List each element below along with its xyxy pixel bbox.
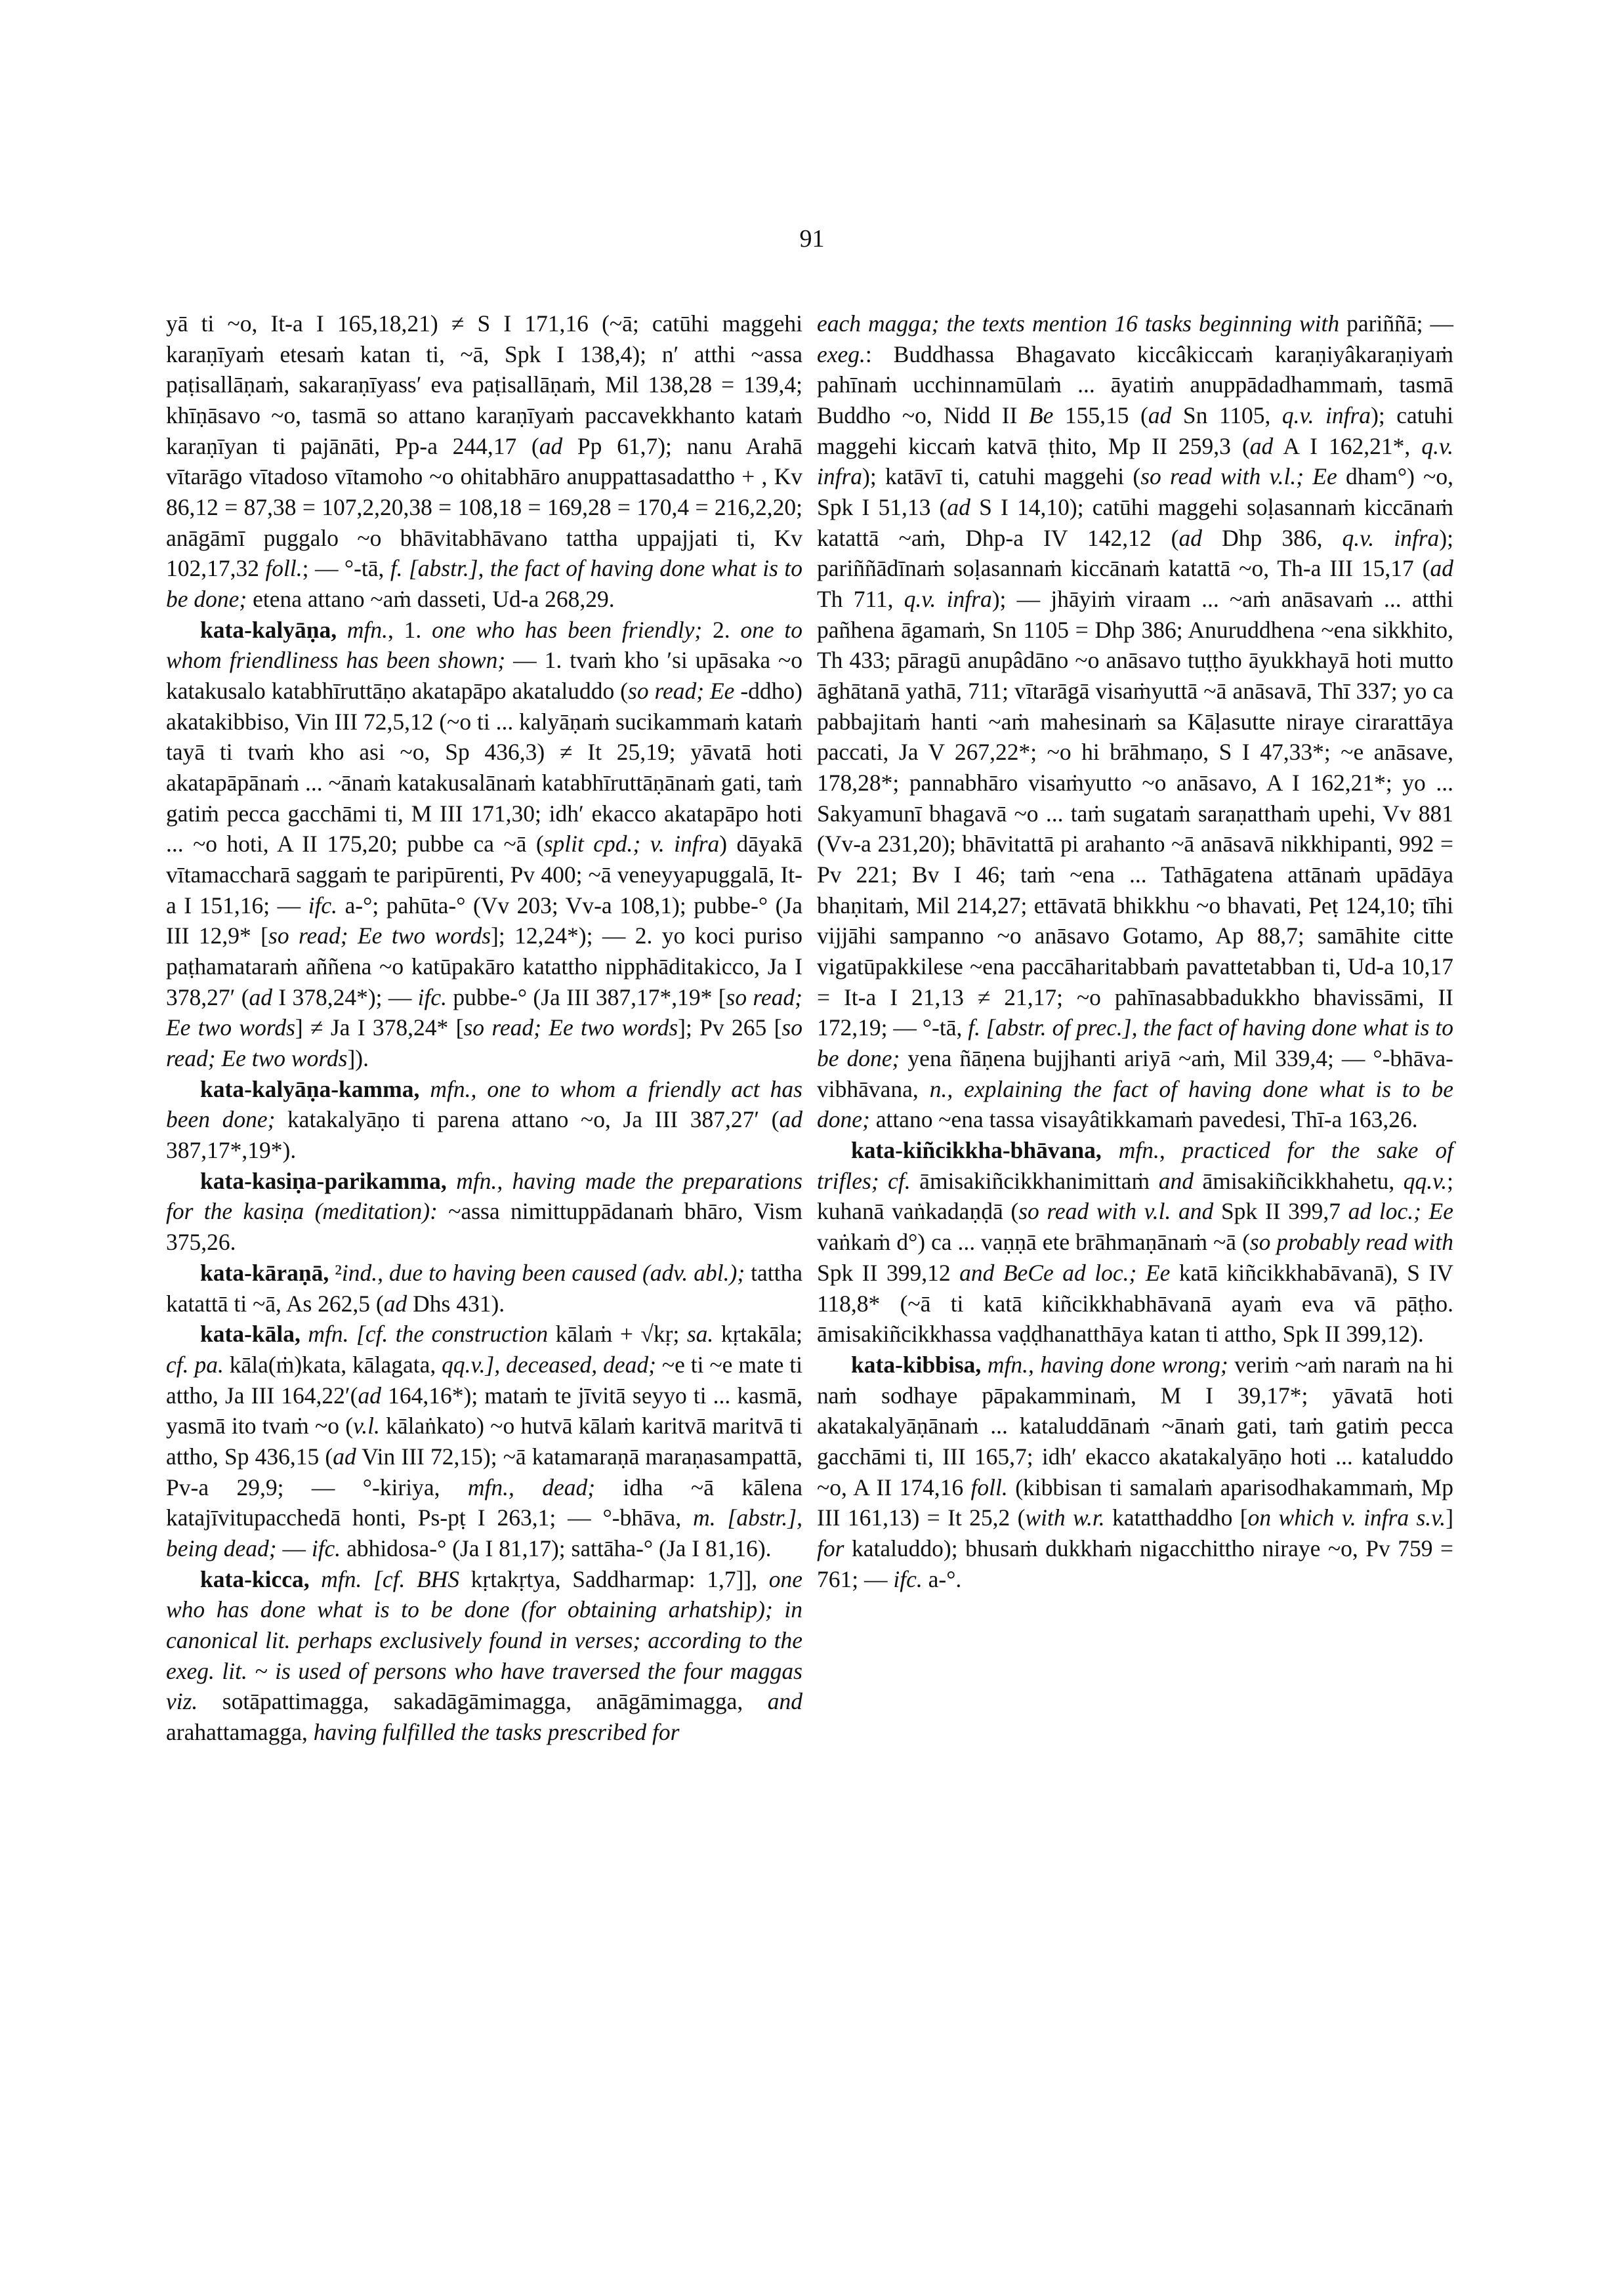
- entry-gloss: ad: [1430, 555, 1453, 582]
- entry-gloss: ad: [249, 983, 273, 1010]
- entry-text: ]).: [347, 1045, 369, 1072]
- entry-gloss: q.v. infra: [1281, 402, 1371, 429]
- dictionary-entry: [817, 1135, 1453, 1350]
- entry-gloss: ifc.: [893, 1565, 923, 1592]
- entry-text: ~e ti ~e mate ti attho, Ja III 164,22′(: [166, 1351, 803, 1409]
- entry-text: attano ~ena tassa visayâtikkamaṁ pavedesi, Thī-a 163,26.: [869, 1106, 1418, 1133]
- entry-text: kālaṁ + √kṛ;: [548, 1321, 687, 1348]
- entry-gloss: foll.: [970, 1474, 1008, 1500]
- dictionary-entry: [166, 308, 802, 615]
- entry-text: ; — °-tā,: [302, 555, 390, 582]
- entry-gloss: ad: [383, 1290, 407, 1317]
- entry-gloss: one who has done what is to be done (for obtaining arhatship); in canonical lit. perhaps exclusively found in verses; according to the exeg. lit. ~ is used of persons who have traversed the four maggas viz.: [166, 1565, 803, 1715]
- page-number: 91: [799, 225, 825, 253]
- entry-gloss: ad: [539, 432, 563, 459]
- entry-gloss: ad: [1249, 432, 1274, 459]
- entry-gloss: ad: [358, 1382, 381, 1409]
- entry-gloss: ad: [779, 1106, 803, 1133]
- entry-text: a-°; pahūta-° (Vv 203; Vv-a 108,1); pubbe-° (Ja III 12,9* [: [166, 892, 802, 949]
- entry-gloss: mfn. [cf. the construction: [308, 1321, 549, 1348]
- entry-gloss: so read; Ee two words: [268, 922, 491, 949]
- entry-text: dham°) ~o, Spk I 51,13 (: [817, 463, 1453, 521]
- entry-text: A I 162,21*,: [1273, 432, 1422, 459]
- entry-gloss: v.l.: [353, 1413, 380, 1439]
- dictionary-entry: [817, 308, 1453, 1135]
- entry-text: Spk II 399,12: [817, 1259, 960, 1286]
- entry-gloss: exeg.: [817, 341, 865, 367]
- entry-gloss: qq.v.: [1403, 1167, 1447, 1194]
- entry-text: ); pariññādīnaṁ soḷasannaṁ kiccānaṁ katattā ~o, Th-a III 15,17 (: [817, 524, 1453, 582]
- entry-gloss: so read; Ee: [628, 678, 735, 705]
- entry-text: arahattamagga,: [166, 1718, 314, 1745]
- entry-text: [981, 1352, 988, 1378]
- entry-text: kālaṅkato) ~o hutvā kālaṁ karitvā maritvā ti attho, Sp 436,15 (: [166, 1413, 803, 1470]
- entry-gloss: mfn. [cf. BHS: [321, 1565, 460, 1592]
- entry-text: Spk II 399,7: [1213, 1198, 1348, 1225]
- entry-text: [1102, 1137, 1119, 1163]
- dictionary-entry: [166, 1258, 802, 1319]
- entry-gloss: on which v. infra s.v.: [1247, 1504, 1446, 1531]
- dictionary-entry: [166, 1564, 802, 1748]
- entry-gloss: q.v. infra: [817, 432, 1454, 490]
- entry-text: [447, 1168, 456, 1194]
- entry-gloss: one to whom friendliness has been shown;: [166, 616, 803, 674]
- entry-gloss: one who has been friendly;: [432, 616, 703, 643]
- entry-text: āmisakiñcikkhanimittaṁ: [910, 1167, 1159, 1194]
- entry-text: (kibbisan ti samalaṁ aparisodhakammaṁ, Mp III 161,13) = It 25,2 (: [817, 1474, 1453, 1531]
- entry-gloss: so read with v.l.; Ee: [1140, 463, 1337, 490]
- entry-headword: kata-kalyāṇa,: [200, 616, 337, 643]
- entry-gloss: mfn., dead;: [467, 1474, 596, 1500]
- entry-gloss: ad: [947, 494, 970, 521]
- entry-text: , 1.: [388, 616, 432, 643]
- entry-text: katā kiñcikkhabāvanā), S IV 118,8* (~ā ti katā kiñcikkhabhāvanā ayaṁ eva vā pāṭho. āmisakiñcikkhassa vaḍḍhanatthāya katan ti attho, Spk II 399,12).: [817, 1259, 1453, 1348]
- dictionary-entry: [166, 1074, 802, 1166]
- entry-text: 387,17*,19*).: [166, 1137, 297, 1164]
- entry-text: abhidosa-° (Ja I 81,17); sattāha-° (Ja I 81,16).: [341, 1535, 772, 1561]
- entry-gloss: ad: [1178, 524, 1202, 551]
- dictionary-entry: [166, 1166, 802, 1258]
- dictionary-entry: [166, 1319, 802, 1563]
- entry-text: ²: [329, 1259, 342, 1286]
- right-column: [817, 308, 1453, 1594]
- entry-text: āmisakiñcikkhahetu,: [1193, 1167, 1404, 1194]
- entry-text: yena ñāṇena bujjhanti ariyā ~aṁ, Mil 339,4; — °-bhāva-vibhāvana,: [817, 1045, 1453, 1102]
- entry-gloss: ad: [1148, 402, 1172, 429]
- entry-text: ; kuhanā vaṅkadaṇḍā (: [817, 1167, 1454, 1225]
- entry-text: 2.: [702, 616, 741, 643]
- entry-gloss: ifc.: [308, 892, 338, 919]
- entry-gloss: cf. pa.: [166, 1351, 224, 1378]
- entry-gloss: so read; Ee two words: [166, 983, 802, 1041]
- entry-text: vaṅkaṁ d°) ca ... vaṇṇā ete brāhmaṇānaṁ ~ā (: [817, 1229, 1250, 1256]
- entry-text: —: [276, 1535, 312, 1561]
- entry-headword: kata-kāraṇā,: [200, 1259, 329, 1286]
- entry-headword: kata-kāla,: [200, 1321, 301, 1348]
- entry-gloss: q.v. infra: [1342, 524, 1440, 551]
- entry-gloss: so read with v.l. and: [1018, 1198, 1214, 1225]
- entry-text: kataluddo); bhusaṁ dukkhaṁ nigacchittho niraye ~o, Pv 759 = 761; —: [817, 1535, 1453, 1592]
- entry-gloss: ifc.: [311, 1535, 341, 1561]
- entry-gloss: q.v. infra: [904, 586, 992, 613]
- entry-headword: kata-kalyāṇa-kamma,: [200, 1075, 420, 1102]
- entry-text: 155,15 (: [1053, 402, 1148, 429]
- entry-text: Dhp 386,: [1202, 524, 1343, 551]
- entry-gloss: split cpd.; v. infra: [543, 831, 720, 858]
- entry-gloss: ifc.: [417, 983, 448, 1010]
- entry-text: ) dāyakā vītamaccharā saggaṁ te paripūrenti, Pv 400; ~ā veneyyapuggalā, It-a I 151,16; —: [166, 831, 802, 919]
- entry-text: : Buddhassa Bhagavato kiccâkiccaṁ karaṇiyâkaraṇiyaṁ pahīnaṁ ucchinnamūlaṁ ... āyatiṁ anuppādadhammaṁ, tasmā Buddho ~o, Nidd II: [817, 341, 1453, 429]
- entry-text: ]; Pv 265 [: [678, 1014, 782, 1041]
- entry-text: kṛtakāla;: [713, 1321, 802, 1348]
- entry-gloss: each magga; the texts mention 16 tasks beginning with: [817, 310, 1340, 337]
- entry-text: ~assa nimittuppādanaṁ bhāro, Vism 375,26.: [166, 1198, 803, 1256]
- entry-text: etena attano ~aṁ dasseti, Ud-a 268,29.: [247, 586, 615, 613]
- entry-text: 164,16*); mataṁ te jīvitā seyyo ti ... kasmā, yasmā ito tvaṁ ~o (: [166, 1382, 803, 1439]
- entry-text: ] ≠ Ja I 378,24* [: [295, 1014, 464, 1041]
- entry-gloss: having fulfilled the tasks prescribed for: [313, 1718, 680, 1745]
- entry-gloss: ad loc.; Ee: [1348, 1198, 1453, 1225]
- entry-text: veriṁ ~aṁ naraṁ na hi naṁ sodhaye pāpakamminaṁ, M I 39,17*; yāvatā hoti akatakalyāṇānaṁ ... kataluddānaṁ ~ānaṁ gati, taṁ gatiṁ pecca gacchāmi ti, III 165,7; idh′ ekacco akatakalyāṇo hoti ... kataluddo ~o, A II 174,16: [817, 1351, 1453, 1500]
- entry-text: pariññā; —: [1339, 310, 1454, 337]
- entry-text: ]; 12,24*); — 2. yo koci puriso paṭhamataraṁ aññena ~o katūpakāro katattho nipphāditakicco, Ja I 378,27′ (: [166, 922, 802, 1010]
- entry-gloss: mfn., having made the preparations for the kasiṇa (meditation):: [166, 1167, 802, 1225]
- entry-text: [301, 1321, 308, 1347]
- entry-gloss: mfn.: [346, 616, 388, 643]
- entry-gloss: f. [abstr. of prec.], the fact of having done what is to be done;: [817, 1014, 1453, 1072]
- entry-text: Dhs 431).: [407, 1290, 505, 1317]
- entry-text: Vin III 72,15); ~ā katamaraṇā maraṇasampattā, Pv-a 29,9; — °-kiriya,: [166, 1443, 802, 1500]
- entry-gloss: mfn., one to whom a friendly act has been done;: [166, 1075, 802, 1133]
- entry-headword: kata-kicca,: [200, 1565, 310, 1592]
- entry-text: a-°.: [922, 1565, 962, 1592]
- entry-text: yā ti ~o, It-a I 165,18,21) ≠ S I 171,16 (~ā; catūhi maggehi karaṇīyaṁ etesaṁ katan ti, ~ā, Spk I 138,4); n′ atthi ~assa paṭisallāṇaṁ, sakaraṇīyass′ eva paṭisallāṇaṁ, Mil 138,28 = 139,4; khīṇāsavo ~o, tasmā so attano karaṇīyaṁ paccavekkhanto kataṁ karaṇīyan ti pajānāti, Pp-a 244,17 (: [166, 310, 802, 459]
- entry-gloss: and BeCe ad loc.; Ee: [959, 1259, 1171, 1286]
- entry-text: ]: [1446, 1504, 1454, 1531]
- entry-gloss: so read; Ee two words: [166, 1014, 802, 1072]
- entry-text: ); katāvī ti, catuhi maggehi (: [862, 463, 1141, 490]
- entry-text: tattha katattā ti ~ā, As 262,5 (: [166, 1259, 802, 1317]
- entry-gloss: so probably read with: [1249, 1229, 1453, 1256]
- entry-text: S I 14,10); catūhi maggehi soḷasannaṁ kiccānaṁ katattā ~aṁ, Dhp-a IV 142,12 (: [817, 494, 1454, 551]
- entry-gloss: mfn., practiced for the sake of trifles; cf.: [817, 1137, 1453, 1194]
- entry-text: katatthaddho [: [1104, 1504, 1248, 1531]
- entry-headword: kata-kibbisa,: [851, 1351, 982, 1378]
- entry-text: Sn 1105,: [1171, 402, 1282, 429]
- entry-gloss: ind., due to having been caused (adv. abl.);: [341, 1259, 745, 1286]
- entry-text: I 378,24*); —: [272, 983, 418, 1010]
- entry-gloss: Be: [1028, 402, 1054, 429]
- entry-text: kāla(ṁ)kata, kālagata,: [223, 1351, 442, 1378]
- entry-gloss: and: [767, 1688, 802, 1715]
- entry-text: ); — jhāyiṁ viraam ... ~aṁ anāsavaṁ ... atthi pañhena āgamaṁ, Sn 1105 = Dhp 386; Anuruddhena ~ena sikkhito, Th 433; pāragū anupâdāno ~o anāsavo tuṭṭho āyukkhayā hoti muttо āghātanā yathā, 711; vītarāgā visaṁyuttā ~ā anāsavā, Thī 337; yo ca pabbajitaṁ hanti ~aṁ mahesinaṁ sa Kāḷasutte niraye cirarattāya paccati, Ja V 267,22*; ~o hi brāhmaṇo, S I 47,33*; ~e anāsave, 178,28*; pannabhāro visaṁyutto ~o anāsavo, A I 162,21*; yo ... Sakyamunī bhagavā ~o ... taṁ sugataṁ saraṇatthaṁ upehi, Vv 881 (Vv-a 231,20); bhāvitattā pi arahanto ~ā anāsavā nikkhipanti, 992 = Pv 221; Bv I 46; taṁ ~ena ... Tathāgatena attānaṁ upādāya bhaṇitaṁ, Mil 214,27; ettāvatā bhikkhu ~o bhavati, Peṭ 124,10; tīhi vijjāhi sampanno ~o anāsavo Gotamo, Ap 88,7; samāhite citte vigatūpakkilese ~ena paccāharitabbaṁ pavattetabban ti, Ud-a 10,17 = It-a I 21,13 ≠ 21,17; ~o pahīnasabbadukkho bhavissāmi, II 172,19; — °-tā,: [817, 586, 1454, 1041]
- entry-gloss: sa.: [686, 1321, 714, 1348]
- entry-gloss: with w.r.: [1025, 1504, 1105, 1531]
- entry-gloss: qq.v.], deceased, dead;: [442, 1351, 656, 1378]
- entry-gloss: foll.: [265, 555, 302, 582]
- entry-gloss: mfn., having done wrong;: [987, 1351, 1228, 1378]
- dictionary-entry: [166, 615, 802, 1074]
- entry-headword: kata-kiñcikkha-bhāvana,: [851, 1137, 1102, 1164]
- entry-gloss: m. [abstr.], being dead;: [166, 1504, 802, 1561]
- dictionary-entry: [817, 1350, 1453, 1594]
- entry-text: katakalyāṇo ti parena attano ~o, Ja III 387,27′ (: [275, 1106, 780, 1133]
- entry-text: idha ~ā kālena katajīvitupacchedā honti, Ps-pṭ I 263,1; — °-bhāva,: [166, 1474, 802, 1531]
- entry-text: Th 711,: [817, 586, 904, 613]
- entry-text: [310, 1566, 322, 1592]
- entry-text: Pp 61,7); nanu Arahā vītarāgo vītadoso vītamoho ~o ohitabhāro anuppattasadattho + , Kv 86,12 = 87,38 = 107,2,20,38 = 108,18 = 169,28 = 170,4 = 216,2,20; anāgāmī puggalo ~o bhāvitabhāvano tattha uppajjati ti, Kv 102,17,32: [166, 432, 802, 582]
- entry-text: pubbe-° (Ja III 387,17*,19* [: [447, 983, 726, 1010]
- entry-gloss: for: [817, 1535, 844, 1561]
- entry-gloss: f. [abstr.], the fact of having done what is to be done;: [166, 555, 802, 613]
- entry-gloss: so read; Ee two words: [463, 1014, 678, 1041]
- entry-text: — 1. tvaṁ kho ′si upāsaka ~o katakusalo katabhīruttāṇo akatapāpo akataluddo (: [166, 647, 802, 705]
- entry-gloss: and: [1158, 1167, 1194, 1194]
- entry-gloss: n., explaining the fact of having done what is to be done;: [817, 1075, 1453, 1133]
- left-column: [166, 308, 802, 1748]
- entry-text: sotāpattimagga, sakadāgāmimagga, anāgāmimagga,: [198, 1688, 768, 1715]
- entry-text: [419, 1076, 430, 1102]
- entry-text: kṛtakṛtya, Saddharmap: 1,7]],: [459, 1565, 769, 1592]
- entry-headword: kata-kasiṇa-parikamma,: [200, 1167, 447, 1194]
- entry-text: ); catuhi maggehi kiccaṁ katvā ṭhito, Mp II 259,3 (: [817, 402, 1453, 459]
- entry-text: [337, 617, 347, 643]
- entry-gloss: ad: [333, 1443, 356, 1470]
- entry-text: -ddho) akatakibbiso, Vin III 72,5,12 (~o ti ... kalyāṇaṁ sucikammaṁ kataṁ tayā ti tvaṁ kho asi ~o, Sp 436,3) ≠ It 25,19; yāvatā hoti akatapāpānaṁ ... ~ānaṁ katakusalānaṁ katabhīruttāṇānaṁ gati, taṁ gatiṁ pecca gacchāmi ti, M III 171,30; idh′ ekacco akatapāpo hoti ... ~o hoti, A II 175,20; pubbe ca ~ā (: [166, 678, 803, 858]
